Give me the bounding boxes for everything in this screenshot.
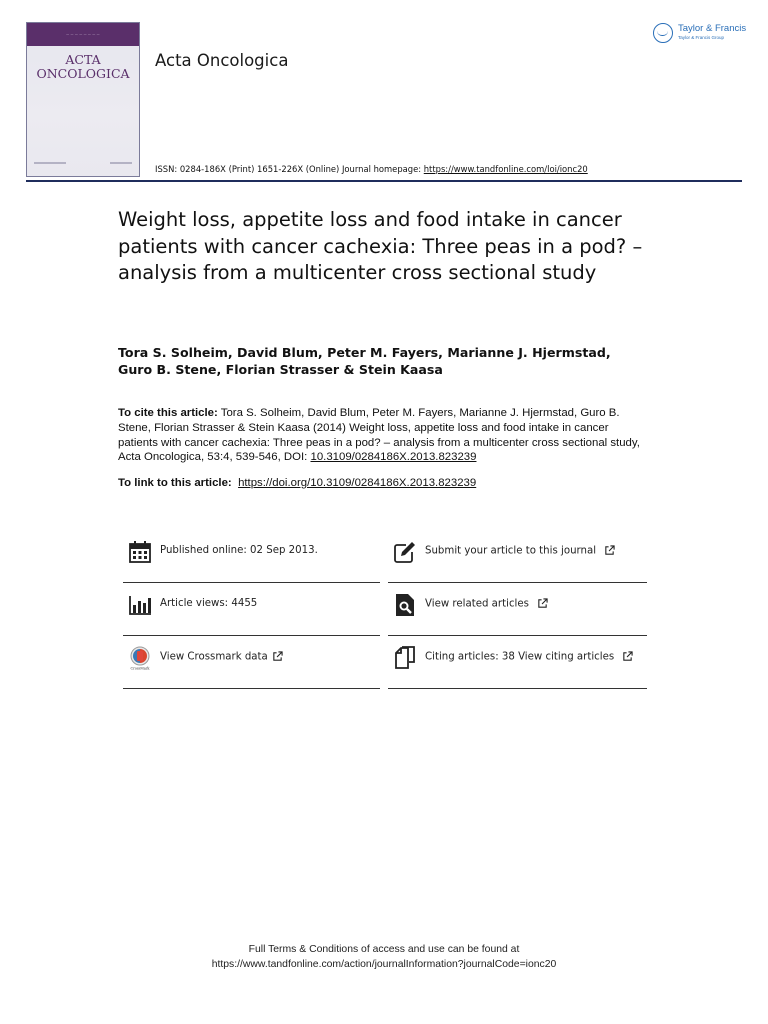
external-link-icon bbox=[537, 598, 548, 609]
cover-volume-line: — — — — — — — — bbox=[66, 32, 100, 36]
citation-block bbox=[118, 406, 648, 465]
citing-documents-icon bbox=[393, 646, 417, 670]
issn-line bbox=[155, 164, 588, 174]
publisher-name: Taylor & Francis bbox=[678, 23, 747, 34]
crossmark-icon bbox=[128, 646, 152, 670]
crossmark-icon-label: CrossMark bbox=[130, 666, 150, 670]
journal-cover-image bbox=[26, 22, 140, 177]
calendar-icon bbox=[128, 540, 152, 564]
header-divider bbox=[26, 180, 742, 182]
document-search-icon bbox=[393, 593, 417, 617]
citation-text: Tora S. Solheim, David Blum, Peter M. Fayers, Marianne J. Hjermstad, Guro B. Stene, Florian Strasser & Stein Kaasa (2014) Weight loss, appetite loss and food intake in cancer patients with cancer cachexia: Three peas in a pod? – analysis from a multicenter cross sectional study, Acta Oncologica, 53:4, 539-546, DOI: bbox=[118, 407, 640, 464]
terms-footer bbox=[0, 943, 768, 972]
related-articles-link[interactable]: View related articles bbox=[425, 598, 529, 610]
edit-icon bbox=[393, 540, 417, 564]
article-views-item bbox=[123, 583, 380, 636]
citation-doi-link[interactable]: 10.3109/0284186X.2013.823239 bbox=[310, 451, 477, 464]
external-link-icon bbox=[272, 651, 283, 662]
cover-title-line1: ACTA bbox=[65, 52, 101, 67]
published-online-text: Published online: 02 Sep 2013. bbox=[160, 545, 318, 556]
citation-label: To cite this article: bbox=[118, 407, 218, 419]
external-link-icon bbox=[622, 651, 633, 662]
article-link-block bbox=[118, 476, 658, 491]
citing-articles-link[interactable]: Citing articles: 38 View citing articles bbox=[425, 651, 615, 663]
submit-article-item[interactable] bbox=[388, 530, 647, 583]
article-link-label: To link to this article: bbox=[118, 477, 232, 489]
article-info-grid bbox=[123, 530, 647, 690]
cover-footer-lines bbox=[34, 162, 132, 166]
cover-title bbox=[27, 53, 139, 81]
article-title: Weight loss, appetite loss and food intake in cancer patients with cancer cachexia: Three peas in a pod? – analysis from a multicenter cross sectional study bbox=[118, 208, 643, 284]
bar-chart-icon bbox=[128, 593, 152, 617]
crossmark-item[interactable] bbox=[123, 636, 380, 689]
published-online-item bbox=[123, 530, 380, 583]
terms-footer-link[interactable]: https://www.tandfonline.com/action/journalInformation?journalCode=ionc20 bbox=[211, 958, 557, 970]
article-authors: Tora S. Solheim, David Blum, Peter M. Fayers, Marianne J. Hjermstad, Guro B. Stene, Florian Strasser & Stein Kaasa bbox=[118, 345, 611, 377]
external-link-icon bbox=[604, 545, 615, 556]
publisher-logo-icon bbox=[653, 23, 673, 43]
crossmark-link[interactable]: View Crossmark data bbox=[160, 651, 268, 663]
publisher-group: Taylor & Francis Group bbox=[678, 35, 725, 40]
journal-name[interactable]: Acta Oncologica bbox=[155, 51, 289, 70]
related-articles-item[interactable] bbox=[388, 583, 647, 636]
issn-text: ISSN: 0284-186X (Print) 1651-226X (Online) Journal homepage: bbox=[155, 164, 422, 174]
cover-title-line2: ONCOLOGICA bbox=[36, 66, 130, 81]
article-views-text: Article views: 4455 bbox=[160, 598, 258, 609]
publisher-logo[interactable] bbox=[653, 21, 753, 47]
terms-footer-line1: Full Terms & Conditions of access and use can be found at bbox=[248, 944, 520, 955]
article-doi-link[interactable]: https://doi.org/10.3109/0284186X.2013.823239 bbox=[238, 477, 477, 489]
submit-article-link[interactable]: Submit your article to this journal bbox=[425, 545, 597, 557]
journal-homepage-link[interactable]: https://www.tandfonline.com/loi/ionc20 bbox=[423, 164, 588, 174]
citing-articles-item[interactable] bbox=[388, 636, 647, 689]
